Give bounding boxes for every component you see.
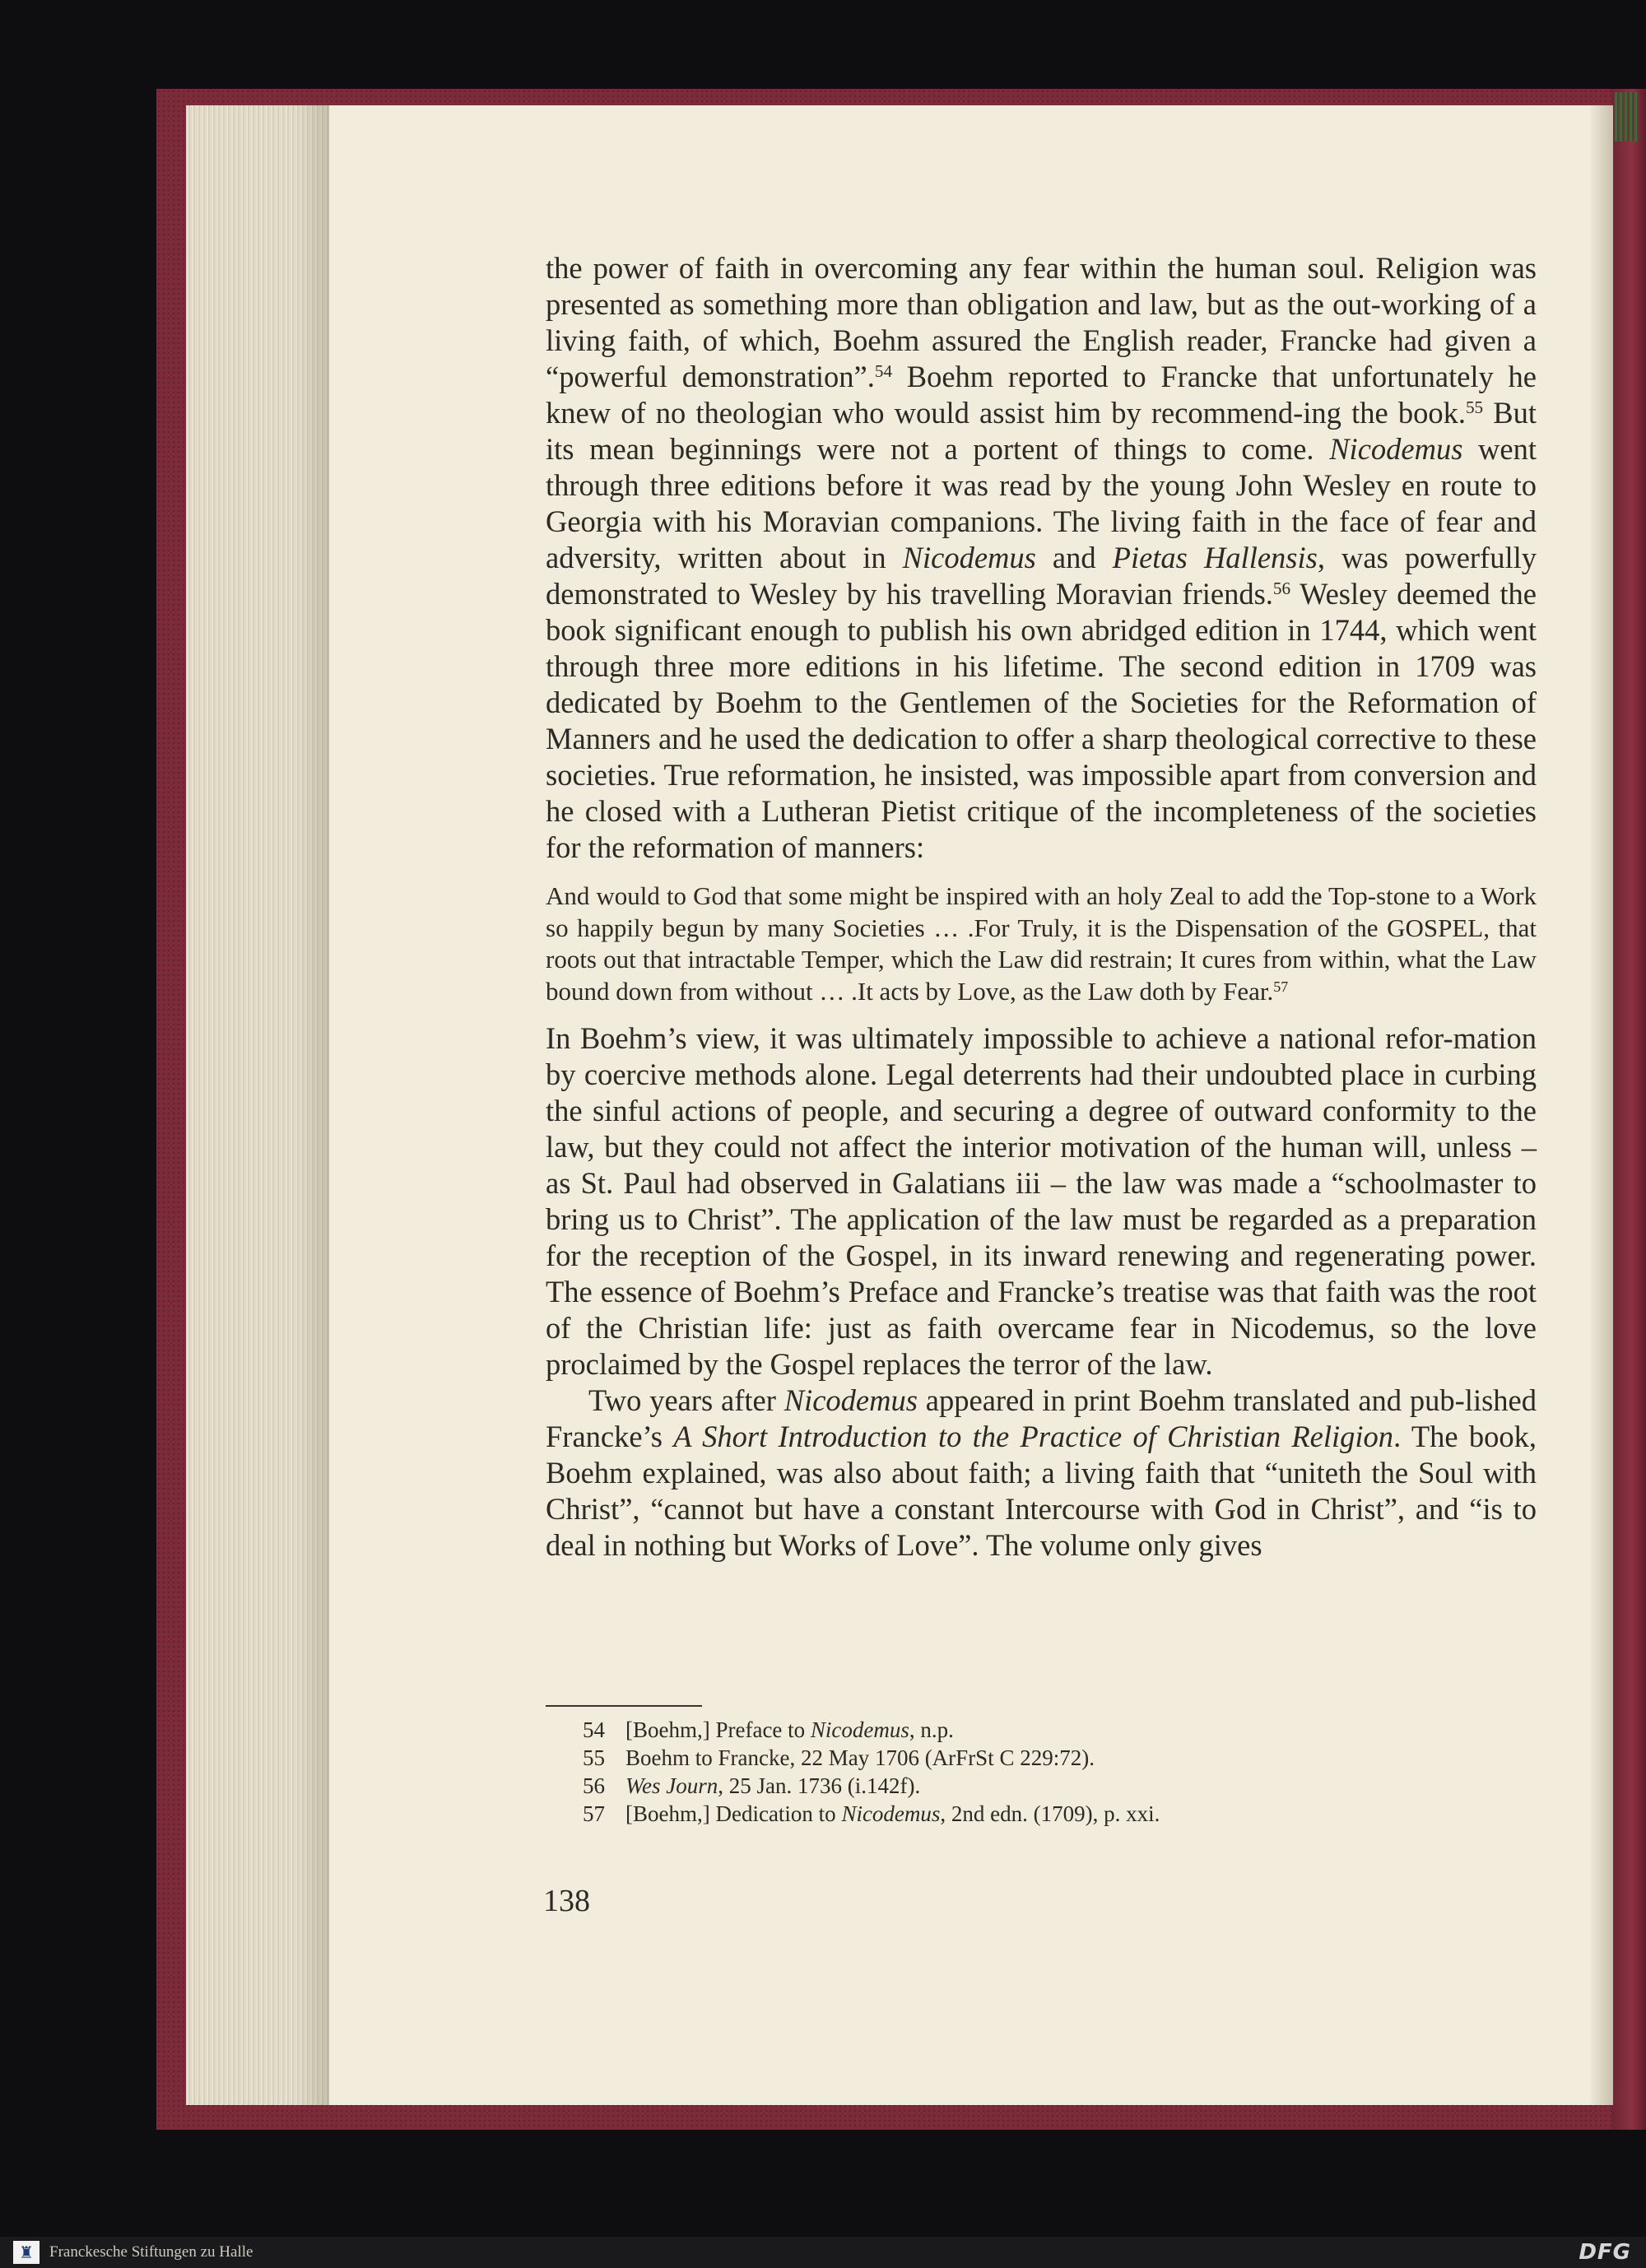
bookmark-ribbon — [1615, 92, 1639, 142]
text-run: [Boehm,] Dedication to — [625, 1801, 842, 1826]
text-run: , 25 Jan. 1736 (i.142f). — [718, 1773, 921, 1798]
italic-title: A Short Introduction to the Practice of Christian Religion — [673, 1420, 1394, 1453]
italic-title: Nicodemus — [841, 1801, 941, 1826]
text-run: But its mean beginnings were not a portent of things to come. — [546, 396, 1537, 466]
page-curl-shadow — [1588, 105, 1613, 2105]
italic-title: Nicodemus — [810, 1717, 909, 1742]
page-number: 138 — [543, 1884, 590, 1918]
italic-title: Pietas Hallensis — [1112, 541, 1318, 574]
footnote-item — [583, 1772, 1529, 1800]
text-run: Two years after — [588, 1383, 784, 1417]
text-run: Boehm reported to Francke that unfortunately he knew of no theologian who would assist him by recommend-ing the book. — [546, 360, 1537, 430]
paragraph-1 — [546, 250, 1537, 866]
footnote-number: 57 — [583, 1801, 605, 1826]
footnote-text — [625, 1800, 1160, 1828]
text-run: Wesley deemed the book significant enough to publish his own abridged edition in 1744, which went through three more editions in his lifetime. The second edition in 1709 was dedicated by Boehm to the Gentlemen of the Societies for the Reformation of Manners and he used the dedication to offer a sharp theological corrective to these societies. True reformation, he insisted, was impossible apart from conversion and he closed with a Lutheran Pietist critique of the incompleteness of the societies for the reformation of manners: — [546, 577, 1537, 864]
institution-name[interactable]: Franckesche Stiftungen zu Halle — [49, 2243, 253, 2261]
footnote-ref: 57 — [1273, 978, 1289, 995]
viewer-footer-bar — [0, 2237, 1646, 2268]
text-run: And would to God that some might be inspired with an holy Zeal to add the Top-stone to a Work so happily begun by many Societies … .For Truly, it is the Dispensation of the GOSPEL, that roots out that intractable Temper, which the Law did restrain; It cures from within, what the Law bound down from without … .It acts by Love, as the Law doth by Fear. — [546, 881, 1537, 1006]
text-run: . The book, Boehm explained, was also about faith; a living faith that “uniteth the Soul with Christ”, “cannot but have a constant Intercourse with God in Christ”, and “is to deal in nothing but Works of Love”. The volume only gives — [546, 1420, 1537, 1562]
book-cover-edge — [1611, 89, 1646, 2130]
paragraph-2 — [546, 1020, 1537, 1383]
footnote-text — [625, 1716, 954, 1744]
text-run: the power of faith in overcoming any fear within the human soul. Religion was presented as something more than obligation and law, but as the out-working of a living faith, of which, Boehm assured the English reader, Francke had given a “powerful demonstration”. — [546, 251, 1537, 393]
block-quote — [546, 881, 1537, 1007]
text-run: Boehm to Francke, 22 May 1706 (ArFrSt C 229:72). — [625, 1745, 1095, 1770]
footnote-ref: 55 — [1465, 397, 1484, 418]
footnote-separator — [546, 1705, 702, 1707]
text-run: and — [1035, 541, 1113, 574]
footnote-item — [583, 1800, 1529, 1828]
footnote-number: 54 — [583, 1717, 605, 1742]
italic-title: Wes Journ — [625, 1773, 718, 1798]
footnote-number: 55 — [583, 1745, 605, 1770]
text-run: went through three editions before it was read by the young John Wesley en route to Georgia with his Moravian companions. The living faith in the face of fear and adversity, written about in — [546, 432, 1537, 574]
text-run: , n.p. — [909, 1717, 954, 1742]
text-run: In Boehm’s view, it was ultimately impossible to achieve a national refor-mation by coercive methods alone. Legal deterrents had their undoubted place in curbing the sinful actions of people, and securing a degree of outward conformity to the law, but they could not affect the interior motivation of the human will, unless – as St. Paul had observed in Galatians iii – the law was made a “schoolmaster to bring us to Christ”. The application of the law must be regarded as a preparation for the reception of the Gospel, in its inward renewing and regenerating power. The essence of Boehm’s Preface and Francke’s treatise was that faith was the root of the Christian life: just as faith overcame fear in Nicodemus, so the love proclaimed by the Gospel replaces the terror of the law. — [546, 1021, 1537, 1381]
gutter-shadow — [296, 105, 329, 2105]
main-text — [546, 250, 1537, 1564]
footnote-ref: 54 — [874, 361, 893, 382]
paragraph-3 — [546, 1383, 1537, 1564]
text-run: [Boehm,] Preface to — [625, 1717, 811, 1742]
footnote-ref: 56 — [1272, 579, 1291, 599]
footnote-item — [583, 1716, 1529, 1744]
italic-title: Nicodemus — [1329, 432, 1463, 466]
footnote-text — [625, 1772, 920, 1800]
franckesche-stiftungen-logo-icon[interactable]: ♜ — [13, 2241, 40, 2264]
footnote-text — [625, 1744, 1095, 1772]
dfg-logo[interactable]: DFG — [1579, 2240, 1631, 2265]
italic-title: Nicodemus — [783, 1383, 918, 1417]
italic-title: Nicodemus — [902, 541, 1036, 574]
text-run: , 2nd edn. (1709), p. xxi. — [940, 1801, 1160, 1826]
footnote-number: 56 — [583, 1773, 605, 1798]
footnotes — [583, 1716, 1529, 1828]
footnote-item — [583, 1744, 1529, 1772]
text-run: appeared in print Boehm translated and pub-lished Francke’s — [546, 1383, 1537, 1453]
text-run: , was powerfully demonstrated to Wesley by his travelling Moravian friends. — [546, 541, 1537, 611]
